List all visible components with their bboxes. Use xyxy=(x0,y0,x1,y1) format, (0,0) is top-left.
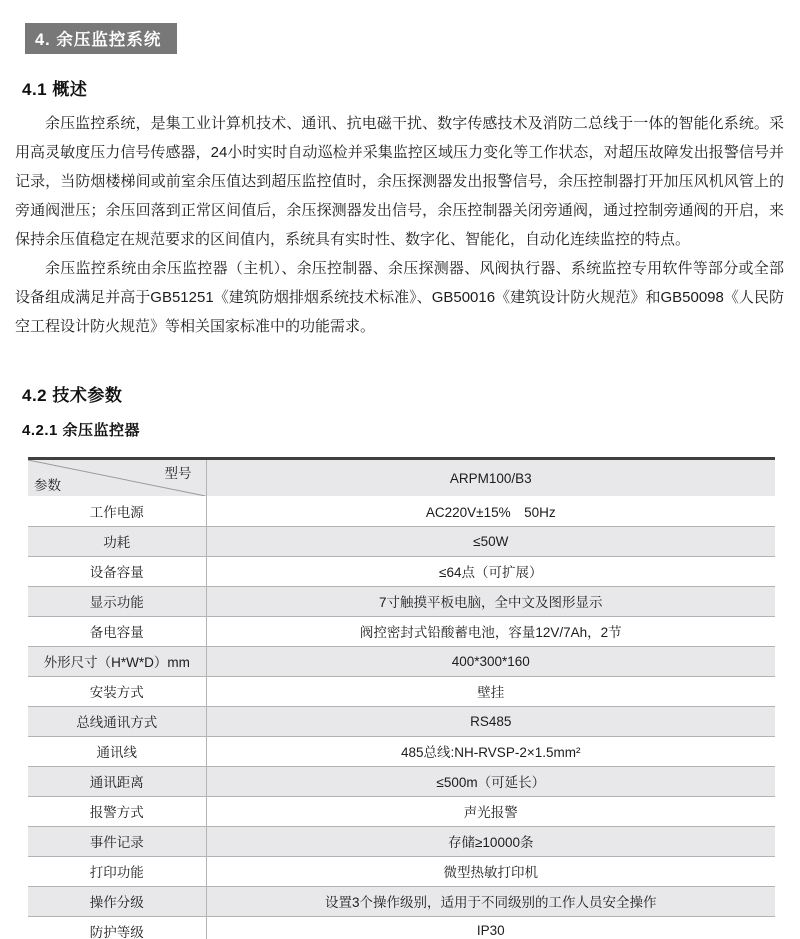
param-cell: 操作分级 xyxy=(28,886,206,916)
section-title-bar xyxy=(25,23,177,54)
table-row xyxy=(28,856,775,886)
value-cell: ≤500m（可延长） xyxy=(436,775,546,790)
value-cell: 壁挂 xyxy=(477,685,505,700)
param-cell: 防护等级 xyxy=(28,916,206,939)
heading-pressure-monitor: 4.2.1 余压监控器 xyxy=(22,422,141,439)
value-cell: 阀控密封式铅酸蓄电池，容量12V/7Ah，2节 xyxy=(359,625,622,640)
heading-tech-params: 4.2 技术参数 xyxy=(22,386,123,405)
table-row xyxy=(28,646,775,676)
param-cell: 外形尺寸（H*W*D）mm xyxy=(28,646,206,676)
spec-table xyxy=(28,457,775,939)
param-cell: 显示功能 xyxy=(28,586,206,616)
overview-paragraph-2: 余压监控系统由余压监控器（主机）、余压控制器、余压探测器、风阀执行器、系统监控专用软件等部分或全部设备组成满足并高于GB51251《建筑防烟排烟系统技术标准》、GB50016《建筑设计防火规范》和GB50098《人民防空工程设计防火规范》等相关国家标准中的功能需求。 xyxy=(15,260,784,335)
param-cell: 功耗 xyxy=(28,526,206,556)
model-number-cell: ARPM100/B3 xyxy=(449,470,532,486)
param-cell: 打印功能 xyxy=(28,856,206,886)
value-cell: ≤50W xyxy=(473,533,509,549)
param-cell: 通讯线 xyxy=(28,736,206,766)
param-cell: 备电容量 xyxy=(28,616,206,646)
value-cell: 485总线:NH-RVSP-2×1.5mm² xyxy=(401,745,581,760)
corner-label-param: 参数 xyxy=(34,478,61,493)
value-cell: 400*300*160 xyxy=(451,653,530,669)
value-cell: 声光报警 xyxy=(463,805,518,820)
param-cell: 报警方式 xyxy=(28,796,206,826)
table-row xyxy=(28,796,775,826)
value-cell: IP30 xyxy=(476,923,505,938)
table-row xyxy=(28,616,775,646)
table-row xyxy=(28,706,775,736)
section-title: 4. 余压监控系统 xyxy=(35,31,162,49)
overview-body xyxy=(15,109,784,341)
table-corner-cell xyxy=(28,459,206,497)
corner-label-model: 型号 xyxy=(164,466,192,481)
table-row xyxy=(28,766,775,796)
table-row xyxy=(28,496,775,526)
table-row xyxy=(28,676,775,706)
value-cell: 设置3个操作级别，适用于不同级别的工作人员安全操作 xyxy=(324,895,657,910)
value-cell: 存储≥10000条 xyxy=(448,835,534,850)
table-row xyxy=(28,556,775,586)
table-header-row xyxy=(28,459,775,497)
value-cell: RS485 xyxy=(470,713,512,729)
param-cell: 通讯距离 xyxy=(28,766,206,796)
value-cell: 微型热敏打印机 xyxy=(443,865,538,880)
table-row xyxy=(28,526,775,556)
table-row xyxy=(28,586,775,616)
table-row xyxy=(28,826,775,856)
heading-overview: 4.1 概述 xyxy=(22,80,88,99)
value-cell: 7寸触摸平板电脑，全中文及图形显示 xyxy=(378,595,603,610)
table-row xyxy=(28,916,775,939)
table-row xyxy=(28,736,775,766)
overview-paragraph-1: 余压监控系统，是集工业计算机技术、通讯、抗电磁干扰、数字传感技术及消防二总线于一体的智能化系统。采用高灵敏度压力信号传感器，24小时实时自动巡检并采集监控区域压力变化等工作状态，对超压故障发出报警信号并记录，当防烟楼梯间或前室余压值达到超压监控值时，余压探测器发出报警信号，余压控制器打开加压风机风管上的旁通阀泄压；余压回落到正常区间值后，余压探测器发出信号，余压控制器关闭旁通阀，通过控制旁通阀的开启，来保持余压值稳定在规范要求的区间值内，系统具有实时性、数字化、智能化，自动化连续监控的特点。 xyxy=(15,115,784,248)
param-cell: 事件记录 xyxy=(28,826,206,856)
value-cell: AC220V±15% 50Hz xyxy=(425,504,556,520)
param-cell: 工作电源 xyxy=(28,496,206,526)
table-row xyxy=(28,886,775,916)
param-cell: 总线通讯方式 xyxy=(28,706,206,736)
param-cell: 设备容量 xyxy=(28,556,206,586)
param-cell: 安装方式 xyxy=(28,676,206,706)
value-cell: ≤64点（可扩展） xyxy=(439,565,543,580)
